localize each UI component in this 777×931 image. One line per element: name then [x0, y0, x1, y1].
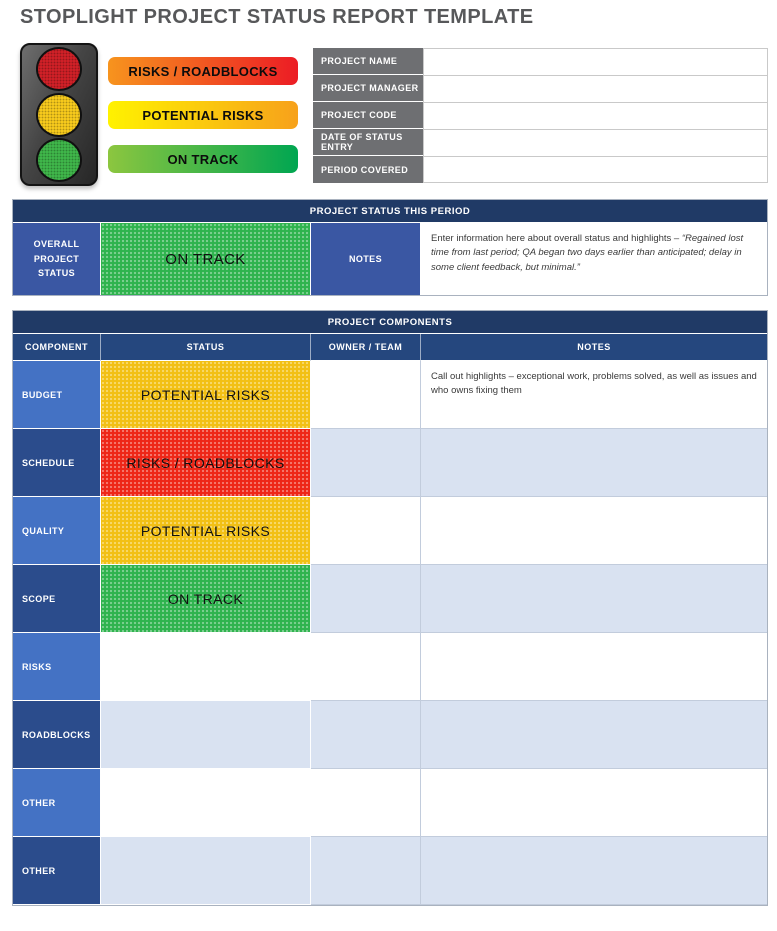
status-chip: ON TRACK	[101, 565, 310, 632]
overall-notes-quote: “Regained lost time from last period; QA began two days earlier than anticipated; delay in some client feedback, but minimal.”	[431, 233, 744, 273]
column-header-notes: NOTES	[421, 334, 767, 361]
owner-cell[interactable]	[311, 497, 421, 565]
status-chip: RISKS / ROADBLOCKS	[101, 429, 310, 496]
table-row-other-2	[13, 837, 767, 905]
status-cell[interactable]	[101, 497, 311, 565]
project-code-label: PROJECT CODE	[313, 102, 423, 129]
yellow-light-icon	[36, 93, 82, 137]
red-light-icon	[36, 47, 82, 91]
owner-cell[interactable]	[311, 633, 421, 701]
project-info-form	[313, 48, 768, 183]
date-of-status-entry-label: DATE OF STATUS ENTRY	[313, 129, 423, 156]
legend-potential-risks: POTENTIAL RISKS	[108, 101, 298, 129]
owner-cell[interactable]	[311, 769, 421, 837]
column-header-component: COMPONENT	[13, 334, 101, 361]
project-name-label: PROJECT NAME	[313, 48, 423, 75]
component-label: BUDGET	[13, 361, 101, 429]
overall-notes-cell[interactable]	[421, 223, 767, 295]
legend-risks-roadblocks: RISKS / ROADBLOCKS	[108, 57, 298, 85]
status-cell[interactable]	[101, 633, 311, 701]
page-title: STOPLIGHT PROJECT STATUS REPORT TEMPLATE	[20, 6, 534, 28]
table-row-scope	[13, 565, 767, 633]
overall-status-cell[interactable]	[101, 223, 311, 295]
component-label: ROADBLOCKS	[13, 701, 101, 769]
column-header-owner-team: OWNER / TEAM	[311, 334, 421, 361]
green-light-icon	[36, 138, 82, 182]
components-section-header: PROJECT COMPONENTS	[13, 311, 767, 334]
notes-cell[interactable]: Call out highlights – exceptional work, problems solved, as well as issues and who owns fixing them	[421, 361, 767, 429]
table-row-schedule	[13, 429, 767, 497]
column-header-status: STATUS	[101, 334, 311, 361]
status-chip: POTENTIAL RISKS	[101, 497, 310, 564]
project-manager-label: PROJECT MANAGER	[313, 75, 423, 102]
owner-cell[interactable]	[311, 701, 421, 769]
notes-cell[interactable]	[421, 769, 767, 837]
status-cell[interactable]	[101, 769, 311, 837]
legend-on-track: ON TRACK	[108, 145, 298, 173]
owner-cell[interactable]	[311, 429, 421, 497]
status-cell[interactable]	[101, 429, 311, 497]
notes-cell[interactable]	[421, 701, 767, 769]
notes-cell[interactable]	[421, 497, 767, 565]
period-covered-label: PERIOD COVERED	[313, 156, 423, 183]
notes-label: NOTES	[311, 223, 421, 295]
status-cell[interactable]	[101, 837, 311, 905]
status-section-header: PROJECT STATUS THIS PERIOD	[13, 200, 767, 223]
traffic-light-icon	[20, 43, 98, 186]
notes-cell[interactable]	[421, 633, 767, 701]
component-label: SCHEDULE	[13, 429, 101, 497]
table-row-budget	[13, 361, 767, 429]
table-row-roadblocks	[13, 701, 767, 769]
project-manager-input[interactable]	[423, 75, 768, 102]
status-cell[interactable]	[101, 565, 311, 633]
status-chip: POTENTIAL RISKS	[101, 361, 310, 428]
components-section	[12, 310, 768, 906]
component-label: OTHER	[13, 769, 101, 837]
notes-cell[interactable]	[421, 429, 767, 497]
status-cell[interactable]	[101, 361, 311, 429]
components-table-header	[13, 334, 767, 361]
table-row-other-1	[13, 769, 767, 837]
owner-cell[interactable]	[311, 361, 421, 429]
overall-project-status-label: OVERALL PROJECT STATUS	[13, 223, 101, 295]
owner-cell[interactable]	[311, 837, 421, 905]
period-covered-input[interactable]	[423, 156, 768, 183]
owner-cell[interactable]	[311, 565, 421, 633]
overall-status-chip: ON TRACK	[101, 223, 310, 295]
notes-cell[interactable]	[421, 837, 767, 905]
overall-notes-intro: Enter information here about overall status and highlights –	[431, 233, 680, 244]
status-cell[interactable]	[101, 701, 311, 769]
component-label: OTHER	[13, 837, 101, 905]
component-label: SCOPE	[13, 565, 101, 633]
table-row-quality	[13, 497, 767, 565]
table-row-risks	[13, 633, 767, 701]
date-of-status-entry-input[interactable]	[423, 129, 768, 156]
status-section	[12, 199, 768, 296]
notes-cell[interactable]	[421, 565, 767, 633]
project-name-input[interactable]	[423, 48, 768, 75]
component-label: QUALITY	[13, 497, 101, 565]
project-code-input[interactable]	[423, 102, 768, 129]
component-label: RISKS	[13, 633, 101, 701]
